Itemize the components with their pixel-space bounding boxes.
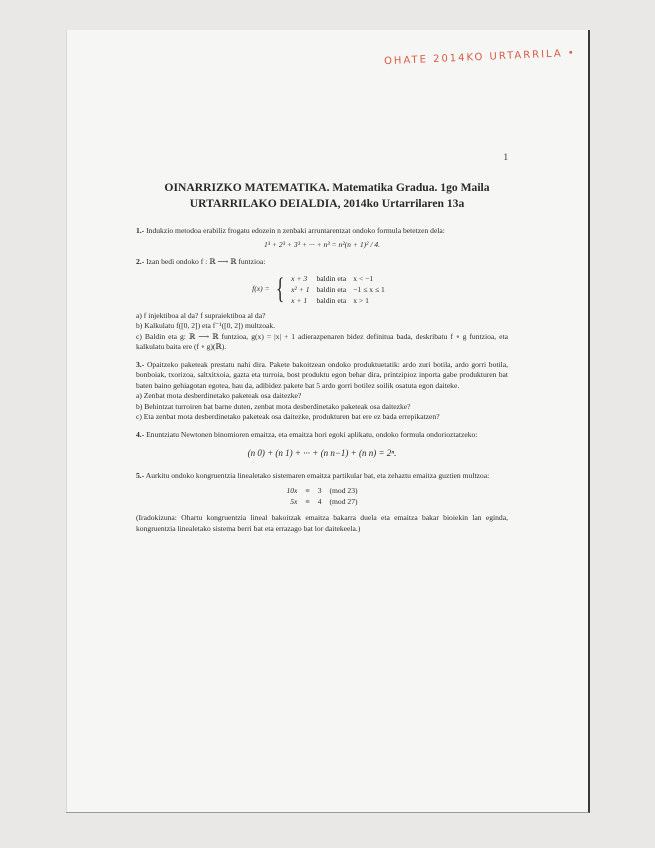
hint-text: (Iradokizuna: Ohartu kongruentzia lineal bakoitzak emaitza bakarra duela eta emaitza bakar bioiekin lan eginda, kongruentzia linealetako sistema berri bat eta errazago bat lor daitekeela.) — [136, 513, 508, 533]
binomial-sum-formula: (n 0) + (n 1) + ··· + (n n−1) + (n n) = 2ⁿ. — [247, 448, 397, 458]
subquestion-a: a) Zenbat mota desberdinetako paketeak osa daitezke? — [136, 391, 302, 400]
congruence-rhs: 4 — [317, 497, 322, 506]
congruence-system — [282, 485, 361, 507]
question-4 — [136, 430, 508, 459]
case-row — [291, 273, 392, 284]
congruence-row — [282, 496, 361, 507]
function-cases — [291, 273, 392, 306]
question-number: 5.- — [136, 470, 145, 480]
brace-icon: { — [275, 272, 285, 305]
congruence-mod: (mod 23) — [329, 486, 358, 495]
question-text: Opaitzeko paketeak prestatu nahi dira. Pakete bakoitzean ondoko produktuetatik: ardo zuri botila, ardo gorri botila, bonboiak, txorizoa, saltxitxoia, gazta eta turroia, bost produktu egon behar dira, printzipioz inporta gabe produkturen bat baten baino gehiagotan egotea, hau da, adibidez pakete bat 5 ardo gorri botilez soilik osatuta egon daiteke. — [136, 359, 508, 390]
case-expr: x + 1 — [291, 295, 308, 305]
case-cond-word: baldin eta — [316, 273, 347, 283]
case-cond: x > 1 — [353, 295, 369, 305]
question-number: 2.- — [136, 257, 145, 266]
subquestion-c: c) Eta zenbat mota desberdinetako paketeak osa daitezke, produkturen bat ere ez bada errepikatzen? — [136, 412, 440, 421]
congruence-rhs: 3 — [317, 486, 322, 495]
title-line-1: OINARRIZKO MATEMATIKA. Matematika Gradua. 1go Maila — [164, 181, 490, 194]
subquestion-b: b) Behintzat turroiren bat barne duten, zenbat mota desberdinetako paketeak osa daitezke? — [136, 401, 411, 411]
piecewise-function — [136, 273, 508, 306]
congruence-lhs: 10x — [286, 486, 298, 495]
case-cond-word: baldin eta — [316, 295, 347, 305]
handwritten-note: OHATE 2014KO URTARRILA • — [383, 47, 577, 68]
question-text: Izan bedi ondoko f : ℝ ⟶ ℝ funtzioa: — [146, 257, 266, 266]
subquestion-a: a) f injektiboa al da? f supraiektiboa al da? — [136, 310, 266, 320]
question-number: 1.- — [136, 226, 145, 235]
congruence-lhs: 5x — [290, 497, 298, 506]
question-1 — [136, 226, 508, 250]
subquestion-b: b) Kalkulatu f([0, 2]) eta f⁻¹([0, 2]) multzoak. — [136, 321, 276, 330]
congruence-mod: (mod 27) — [329, 497, 358, 506]
title-line-2: URTARRILAKO DEIALDIA, 2014ko Urtarrilaren 13a — [189, 197, 465, 210]
question-text: Aurkitu ondoko kongruentzia linealetako sistemaren emaitza partikular bat, eta zehaztu emaitza guztien multzoa: — [145, 470, 490, 480]
case-cond: x < −1 — [353, 273, 374, 283]
exam-questions — [136, 226, 508, 541]
exam-page — [66, 30, 590, 813]
exam-title — [66, 180, 588, 212]
question-2 — [136, 257, 508, 353]
question-5 — [136, 471, 508, 535]
question-3 — [136, 360, 508, 423]
case-cond: −1 ≤ x ≤ 1 — [353, 284, 385, 294]
question-number: 4.- — [136, 429, 145, 439]
congruence-op: ≡ — [305, 486, 310, 495]
sum-of-cubes-formula: 1³ + 2³ + 3³ + ··· + n³ = n²(n + 1)² / 4. — [263, 239, 381, 249]
page-edge — [66, 30, 67, 812]
page-number: 1 — [503, 152, 508, 162]
question-number: 3.- — [136, 359, 145, 369]
question-text: Indukzio metodoa erabiliz frogatu edozein n zenbaki arruntarentzat ondoko formula betetzen dela: — [146, 226, 445, 235]
case-cond-word: baldin eta — [316, 284, 347, 294]
subquestion-c: c) Baldin eta g: ℝ ⟶ ℝ funtzioa, g(x) = |x| + 1 adierazpenaren bidez definitua bada, deskribatu f ∘ g funtzioa, eta kalkulatu baita ere (f ∘ g)(ℝ). — [136, 331, 508, 351]
case-row — [291, 284, 392, 295]
case-row — [291, 295, 392, 306]
function-lhs: f(x) = — [252, 283, 270, 293]
congruence-op: ≡ — [305, 497, 310, 506]
case-expr: x² + 1 — [291, 284, 310, 294]
question-text: Enuntziatu Newtonen binomioren emaitza, eta emaitza hori egoki aplikatu, ondoko formula ondorioztatzeko: — [146, 429, 478, 439]
congruence-row — [282, 485, 361, 496]
case-expr: x + 3 — [291, 273, 308, 283]
